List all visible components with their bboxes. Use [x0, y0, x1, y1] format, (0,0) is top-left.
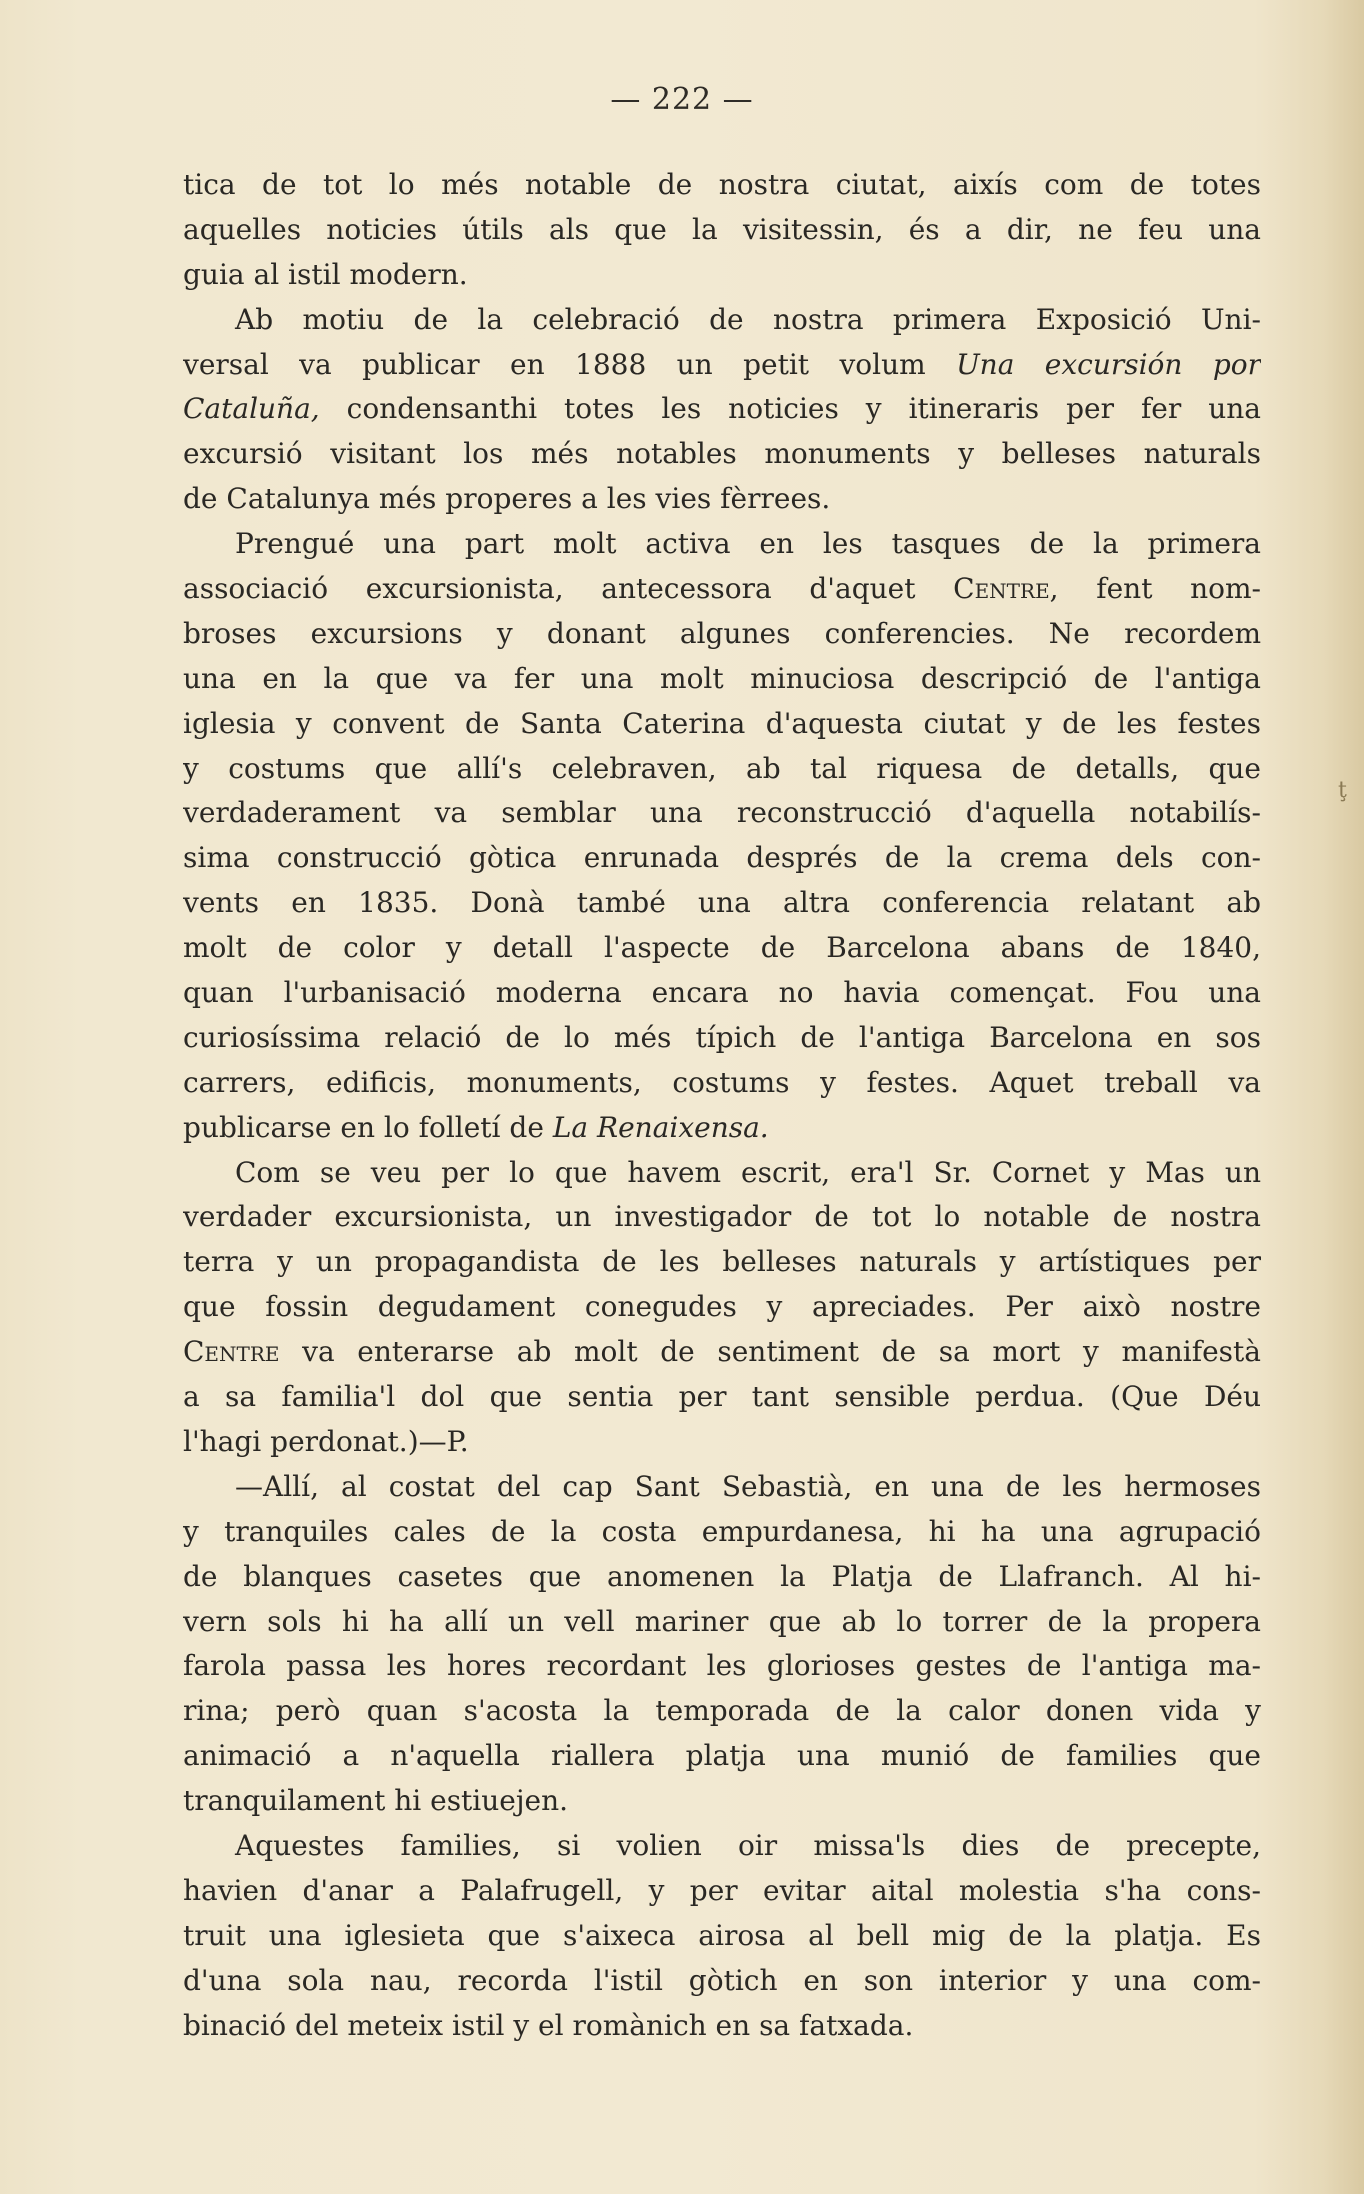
line-text: , fent nom-	[1049, 572, 1261, 606]
line-text: rina; però quan s'acosta la temporada de la calor donen vida y	[183, 1694, 1261, 1728]
line-text: quan l'urbanisació moderna encara no havia començat. Fou una	[183, 976, 1261, 1010]
text-line	[183, 1016, 1261, 1061]
text-line	[183, 208, 1261, 253]
text-line	[183, 1151, 1261, 1196]
line-text: havien d'anar a Palafrugell, y per evitar aital molestia s'ha cons-	[183, 1873, 1261, 1907]
line-text: a sa familia'l dol que sentia per tant sensible perdua. (Que Déu	[183, 1380, 1261, 1414]
text-line	[183, 1779, 1261, 1824]
text-line	[183, 1600, 1261, 1645]
text-line	[183, 1465, 1261, 1510]
line-text: Prengué una part molt activa en les tasques de la primera	[235, 527, 1261, 561]
text-line	[183, 1330, 1261, 1375]
line-text: de Catalunya més properes a les vies fèrrees.	[183, 482, 831, 516]
body-text	[183, 163, 1261, 2048]
text-line	[183, 1061, 1261, 1106]
line-text: terra y un propagandista de les belleses naturals y artístiques per	[183, 1245, 1261, 1279]
line-text: truit una iglesieta que s'aixeca airosa al bell mig de la platja. Es	[183, 1918, 1261, 1952]
line-text: excursió visitant los més notables monuments y belleses naturals	[183, 437, 1261, 471]
text-line	[183, 1914, 1261, 1959]
text-line	[183, 1644, 1261, 1689]
text-line	[183, 343, 1261, 388]
text-line	[183, 1869, 1261, 1914]
line-text: versal va publicar en 1888 un petit volum	[183, 347, 957, 381]
text-line	[183, 1420, 1261, 1465]
text-line	[183, 387, 1261, 432]
line-text: associació excursionista, antecessora d'aquet	[183, 572, 954, 606]
line-text: Ab motiu de la celebració de nostra primera Exposició Uni-	[235, 302, 1261, 336]
line-text: tica de tot lo més notable de nostra ciutat, aixís com de totes	[183, 168, 1261, 201]
line-text: de blanques casetes que anomenen la Platja de Llafranch. Al hi-	[183, 1559, 1261, 1593]
line-text: iglesia y convent de Santa Caterina d'aquesta ciutat y de les festes	[183, 706, 1261, 740]
line-text: carrers, edificis, monuments, costums y festes. Aquet treball va	[183, 1065, 1261, 1099]
text-line	[183, 881, 1261, 926]
text-line	[183, 163, 1261, 208]
line-text: Com se veu per lo que havem escrit, era'l Sr. Cornet y Mas un	[235, 1155, 1261, 1189]
text-line	[183, 747, 1261, 792]
line-text: binació del meteix istil y el romànich en sa fatxada.	[183, 2008, 914, 2042]
line-text: tranquilament hi estiuejen.	[183, 1784, 569, 1818]
margin-mark: ţ	[1338, 778, 1347, 803]
text-line	[183, 1689, 1261, 1734]
line-text: animació a n'aquella riallera platja una munió de families que	[183, 1739, 1261, 1773]
line-text: verdaderament va semblar una reconstrucció d'aquella notabilís-	[183, 796, 1261, 830]
italic-title: Una excursión por	[956, 347, 1261, 381]
text-line	[183, 971, 1261, 1016]
text-line	[183, 657, 1261, 702]
text-line	[183, 1106, 1261, 1151]
line-text: condensanthi totes les noticies y itineraris per fer una	[319, 392, 1261, 426]
italic-title: Cataluña,	[183, 392, 320, 426]
text-line	[183, 702, 1261, 747]
text-line	[183, 1240, 1261, 1285]
text-line	[183, 2004, 1261, 2049]
line-text: broses excursions y donant algunes conferencies. Ne recordem	[183, 616, 1261, 650]
line-text: aquelles noticies útils als que la visitessin, és a dir, ne feu una	[183, 212, 1261, 246]
line-text: sima construcció gòtica enrunada després de la crema dels con-	[183, 841, 1261, 875]
text-line	[183, 432, 1261, 477]
text-line	[183, 1824, 1261, 1869]
text-line	[183, 1375, 1261, 1420]
page-number: — 222 —	[610, 82, 754, 117]
line-text: Aquestes families, si volien oir missa'ls dies de precepte,	[235, 1828, 1261, 1862]
text-line	[183, 1510, 1261, 1555]
text-line	[183, 1959, 1261, 2004]
text-line	[183, 836, 1261, 881]
text-line	[183, 791, 1261, 836]
text-line	[183, 1555, 1261, 1600]
line-text: vern sols hi ha allí un vell mariner que ab lo torrer de la propera	[183, 1604, 1261, 1638]
line-text: guia al istil modern.	[183, 257, 468, 291]
text-line	[183, 1285, 1261, 1330]
line-text: d'una sola nau, recorda l'istil gòtich en son interior y una com-	[183, 1963, 1261, 1997]
line-text: —Allí, al costat del cap Sant Sebastià, en una de les hermoses	[235, 1469, 1261, 1503]
italic-title: La Renaixensa.	[552, 1110, 769, 1144]
line-text: molt de color y detall l'aspecte de Barcelona abans de 1840,	[183, 931, 1261, 965]
text-line	[183, 1195, 1261, 1240]
line-text: farola passa les hores recordant les glorioses gestes de l'antiga ma-	[183, 1649, 1261, 1683]
line-text: vents en 1835. Donà també una altra conferencia relatant ab	[183, 886, 1261, 920]
text-line	[183, 567, 1261, 612]
text-line	[183, 926, 1261, 971]
smallcaps-word: Centre	[953, 572, 1050, 606]
line-text: publicarse en lo folletí de	[183, 1110, 553, 1144]
smallcaps-word: Centre	[183, 1335, 280, 1369]
text-line	[183, 1734, 1261, 1779]
line-text: curiosíssima relació de lo més típich de l'antiga Barcelona en sos	[183, 1020, 1261, 1054]
line-text: va enterarse ab molt de sentiment de sa mort y manifestà	[279, 1335, 1261, 1369]
line-text: y tranquiles cales de la costa empurdanesa, hi ha una agrupació	[183, 1514, 1261, 1548]
text-line	[183, 253, 1261, 298]
line-text: l'hagi perdonat.)—P.	[183, 1424, 469, 1458]
text-line	[183, 477, 1261, 522]
line-text: que fossin degudament conegudes y apreciades. Per això nostre	[183, 1290, 1261, 1324]
text-line	[183, 298, 1261, 343]
line-text: y costums que allí's celebraven, ab tal riquesa de detalls, que	[183, 751, 1261, 785]
line-text: verdader excursionista, un investigador de tot lo notable de nostra	[183, 1200, 1261, 1234]
line-text: una en la que va fer una molt minuciosa descripció de l'antiga	[183, 661, 1261, 695]
text-line	[183, 612, 1261, 657]
text-line	[183, 522, 1261, 567]
